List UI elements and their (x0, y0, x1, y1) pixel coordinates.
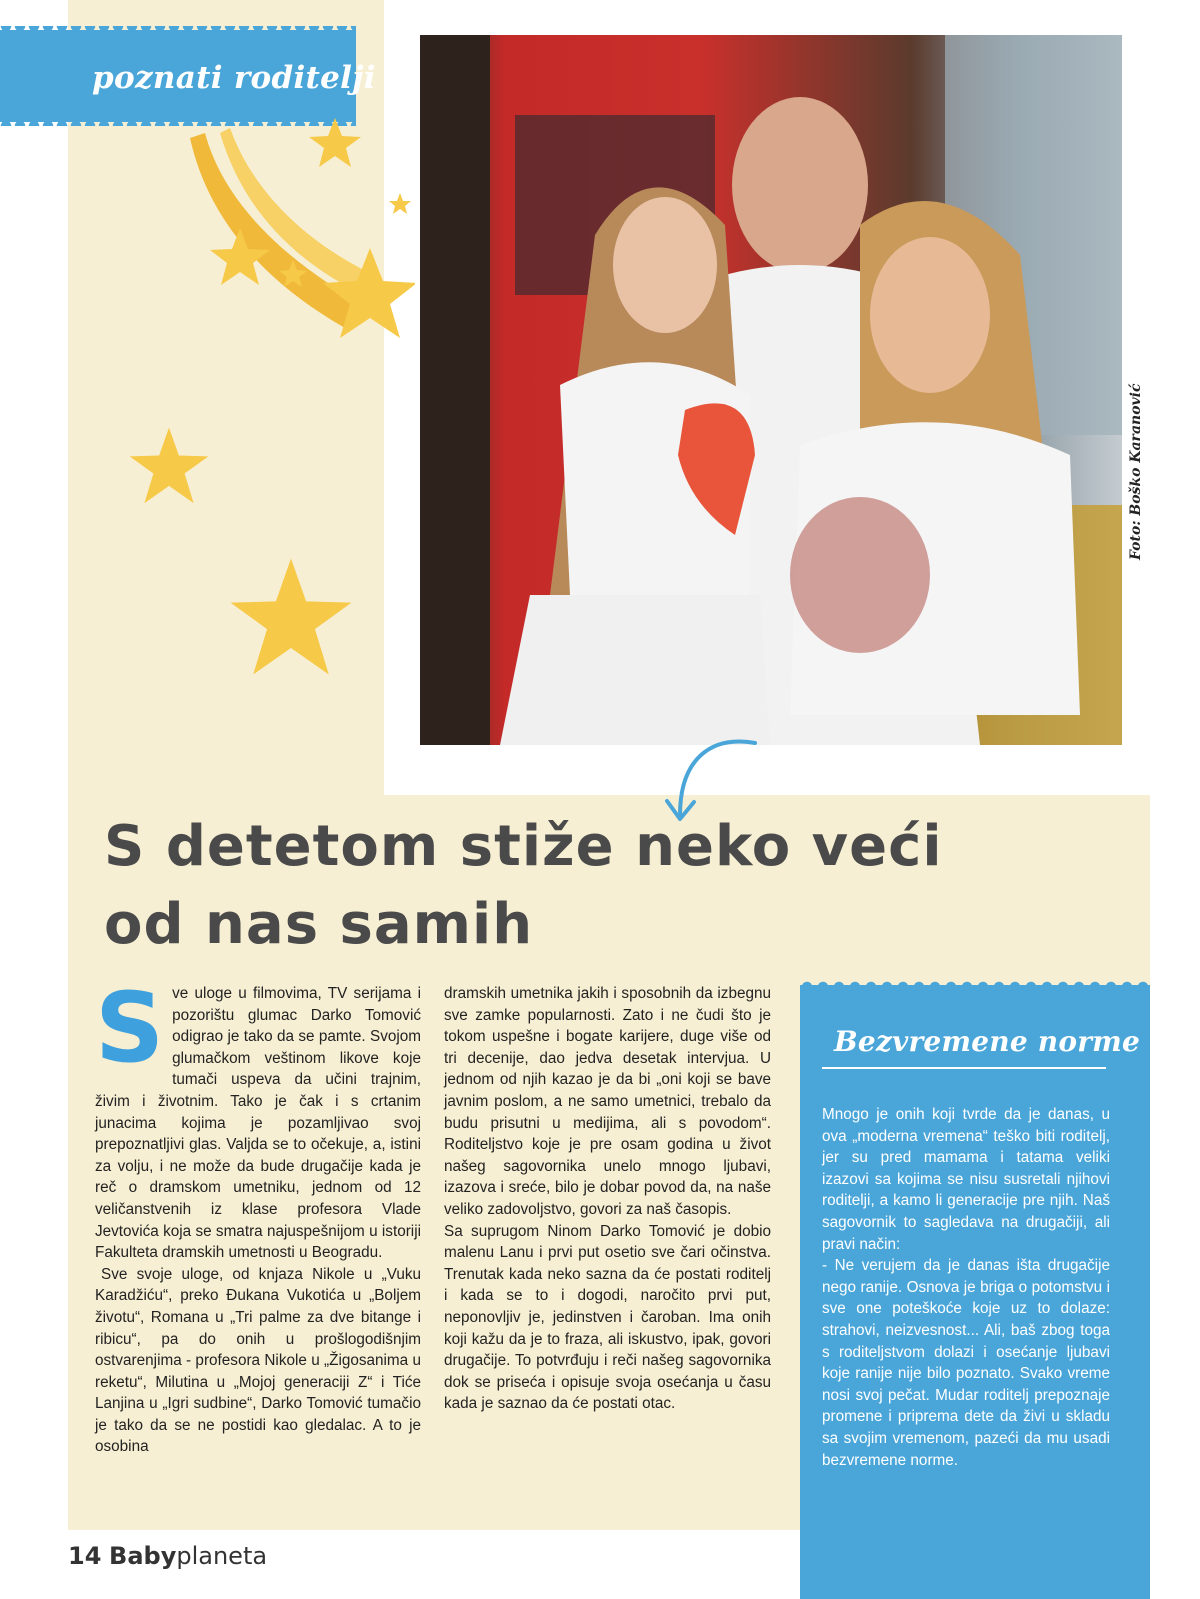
page-footer (68, 1542, 267, 1570)
sidebar-title: Bezvremene norme (834, 1025, 1141, 1058)
family-photo (420, 35, 1122, 745)
article-column-2 (444, 983, 771, 1415)
article-column-1 (95, 972, 421, 1458)
brand-name-light: planeta (176, 1542, 268, 1570)
headline-line-1: S detetom stiže neko veći (104, 814, 943, 879)
article-paragraph: Sa suprugom Ninom Darko Tomović je dobio malenu Lanu i prvi put osetio sve čari očinstva. Trenutak kada neko sazna da će postati roditelj i kada se to i dogodi, naročito prvi put, neponovljiv je, jedinstven i čaroban. Ima onih koji kažu da je to fraza, ali iskustvo, ipak, govori drugačije. To potvrđuju i reči našeg sagovornika dok se priseća i opisuje svoja osećanja u času kada je saznao da će postati otac. (444, 1222, 771, 1413)
star-icon (128, 426, 210, 508)
page-number: 14 (68, 1542, 102, 1570)
headline-line-2: od nas samih (104, 892, 534, 957)
sidebar-divider (822, 1067, 1106, 1069)
article-paragraph: ve uloge u filmovima, TV serijama i pozorištu glumac Darko Tomović odigrao je tako da se pamte. Svojom glumačkom veštinom likove koje tumači uspeva da učini trajnim, živim i životnim. Tako je čak i s crtanim junacima kojima je pozamljivao svoj prepoznatljivi glas. Valjda se to očekuje, a, istini za volju, i ne može da bude drugačije kada je reč o dramskom umetniku, jednom od 12 veličanstvenih iz klase profesora Vlade Jevtovića koja se smatra najuspešnijom u istoriji Fakulteta dramskih umetnosti u Beogradu. (95, 985, 421, 1262)
article-paragraph: dramskih umetnika jakih i sposobnih da izbegnu sve zamke popularnosti. Zato i ne čudi što je tokom uspešne i bogate karijere, duge više od tri decenije, dao jedva desetak intervjua. U jednom od njih kazao je da bi „oni koji se bave javnim poslom, a ne samo umetnici, trebalo da budu prisutni u medijima, ali s povodom“. Roditeljstvo koje je pre osam godina u život našeg sagovornika unelo mnogo ljubavi, izazova i sreće, bilo je dobar povod da, na naše veliko zadovoljstvo, govori za naš časopis. (444, 985, 771, 1218)
star-icon (228, 556, 354, 682)
family-photo-illustration (420, 35, 1122, 745)
article-headline (104, 808, 1104, 964)
sidebar-box (800, 985, 1150, 1599)
section-label: poznati roditelji (92, 60, 376, 96)
sidebar-paragraph: - Ne verujem da je danas išta drugačije nego ranije. Osnova je briga o potomstvu i sve one poteškoće koje uz to dolaze: strahovi, neizvesnost... Ali, baš zbog toga s roditeljstvom dolazi i osećanje ljubavi koje ranije nije bilo poznato. Svako vreme nosi svoj pečat. Mudar roditelj prepoznaje promene i priprema dete da živi u skladu sa svojim vremenom, pazeći da mu usadi bezvremene norme. (822, 1257, 1110, 1469)
sidebar-text (822, 1104, 1110, 1471)
sidebar-edge (800, 979, 1150, 987)
sidebar-paragraph: Mnogo je onih koji tvrde da je danas, u ova „moderna vremena“ teško biti roditelj, jer su pred mamama i tatama veliki izazovi sa kojima se nisu susretali njihovi roditelji, a kamo li generacije pre njih. Naš sagovornik to sagledava na drugačiji, ali pravi način: (822, 1106, 1110, 1253)
article-paragraph: Sve svoje uloge, od knjaza Nikole u „Vuku Karadžiću“, preko Đukana Vukotića u „Boljem životu“, Romana u „Tri palme za dve bitange i ribicu“, pa do onih u prošlogodišnjim ostvarenjima - profesora Nikole u „Žigosanima u reketu“, Milutina u „Mojoj generaciji Z“ i Tiće Lanjina u „Igri sudbine“, Darko Tomović tumačio je tako da se ne postidi kao gledalac. A to je osobina (95, 1265, 421, 1456)
brand-name-bold: Baby (109, 1542, 177, 1570)
banner-edge-top (0, 26, 356, 34)
photo-credit: Foto: Boško Karanović (1128, 383, 1144, 560)
drop-cap: S (95, 972, 165, 1084)
shooting-star-icon (185, 118, 415, 368)
